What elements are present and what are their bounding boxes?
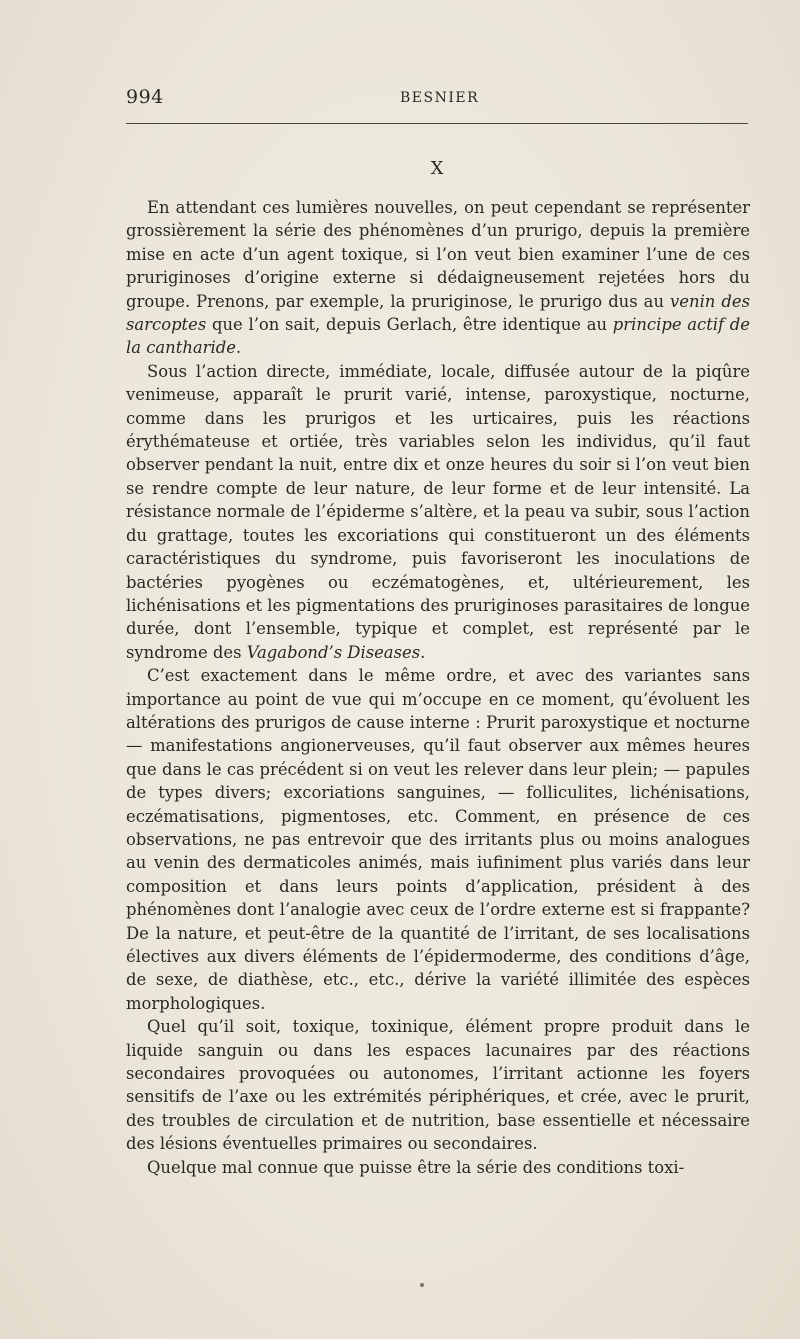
paragraph-1-text-a: En attendant ces lumières nouvelles, on peut cependant se représenter grossièrement la série des phénomènes d’un prurigo, depuis la première mise en acte d’un agent toxique, si l’on veut bien examiner l’une de ces pruriginoses d’origine externe si dédaigneusement rejetées hors du groupe. Prenons, par exemple, la pruriginose, le prurigo dus au (126, 198, 750, 311)
paragraph-2-text-a: Sous l’action directe, immédiate, locale, diffusée autour de la piqûre venimeuse, apparaît le prurit varié, intense, paroxystique, nocturne, comme dans les prurigos et les urticaires, puis les réactions érythémateuse et ortiée, très variables selon les individus, qu’il faut observer pendant la nuit, entre dix et onze heures du soir si l’on veut bien se rendre compte de leur nature, de leur forme et de leur intensité. La résistance normale de l’épiderme s’altère, et la peau va subir, sous l’action du grattage, toutes les excoriations qui constitueront un des éléments caractéristiques du syndrome, puis favoriseront les inoculations de bactéries pyogènes ou eczématogènes, et, ultérieurement, les lichénisations et les pigmentations des pruriginoses parasitaires de longue durée, dont l’ensemble, typique et complet, est représenté par le syndrome des (126, 361, 750, 662)
paragraph-1-italic-principe: principe actif de la cantharide (126, 315, 750, 358)
paragraph-1 (126, 196, 750, 360)
body-text (126, 196, 750, 1179)
paragraph-4: Quel qu’il soit, toxique, toxinique, élément propre produit dans le liquide sanguin ou dans les espaces lacunaires par des réactions secondaires provoquées ou autonomes, l’irritant actionne les foyers sensitifs de l’axe ou les extrémités périphériques, et crée, avec le prurit, des troubles de circulation et de nutrition, base essentielle et nécessaire des lésions éventuelles primaires ou secondaires. (126, 1017, 750, 1154)
running-head (126, 86, 748, 112)
paragraph-1-text-c: . (235, 338, 242, 358)
paragraph-1-text-b: que l’on sait, depuis Gerlach, être identique au (206, 315, 613, 335)
header-rule (126, 123, 748, 124)
running-head-author: BESNIER (400, 90, 480, 106)
paragraph-5: Quelque mal connue que puisse être la série des conditions toxi- (147, 1157, 685, 1177)
paragraph-2-text-b: . (420, 642, 426, 662)
paragraph-3: C’est exactement dans le même ordre, et avec des variantes sans importance au point de vue qui m’occupe en ce moment, qu’évoluent les altérations des prurigos de cause interne : Prurit paroxystique et nocturne — manifestations angionerveuses, qu’il faut observer aux mêmes heures que dans le cas précédent si on veut les relever dans leur plein; — papules de types divers; excoriations sanguines, — folliculites, lichénisations, eczématisations, pigmentoses, etc. Comment, en présence de ces observations, ne pas entrevoir que des irritants plus ou moins analogues au venin des dermaticoles animés, mais iufiniment plus variés dans leur composition et dans leurs points d’application, président à des phénomènes dont l’analogie avec ceux de l’ordre externe est si frappante? De la nature, et peut-être de la quantité de l’irritant, de ses localisations électives aux divers éléments de l’épidermoderme, des conditions d’âge, de sexe, de diathèse, etc., etc., dérive la variété illimitée des espèces morphologiques. (126, 666, 750, 1013)
paragraph-1-italic-venin: venin des sarcoptes (126, 291, 750, 335)
paragraph-2-italic-vagabonds: Vagabond’s Diseases (246, 642, 421, 662)
section-heading: X (430, 158, 444, 179)
page-number: 994 (126, 86, 164, 108)
paragraph-2 (126, 360, 750, 664)
page-speck (420, 1283, 424, 1287)
